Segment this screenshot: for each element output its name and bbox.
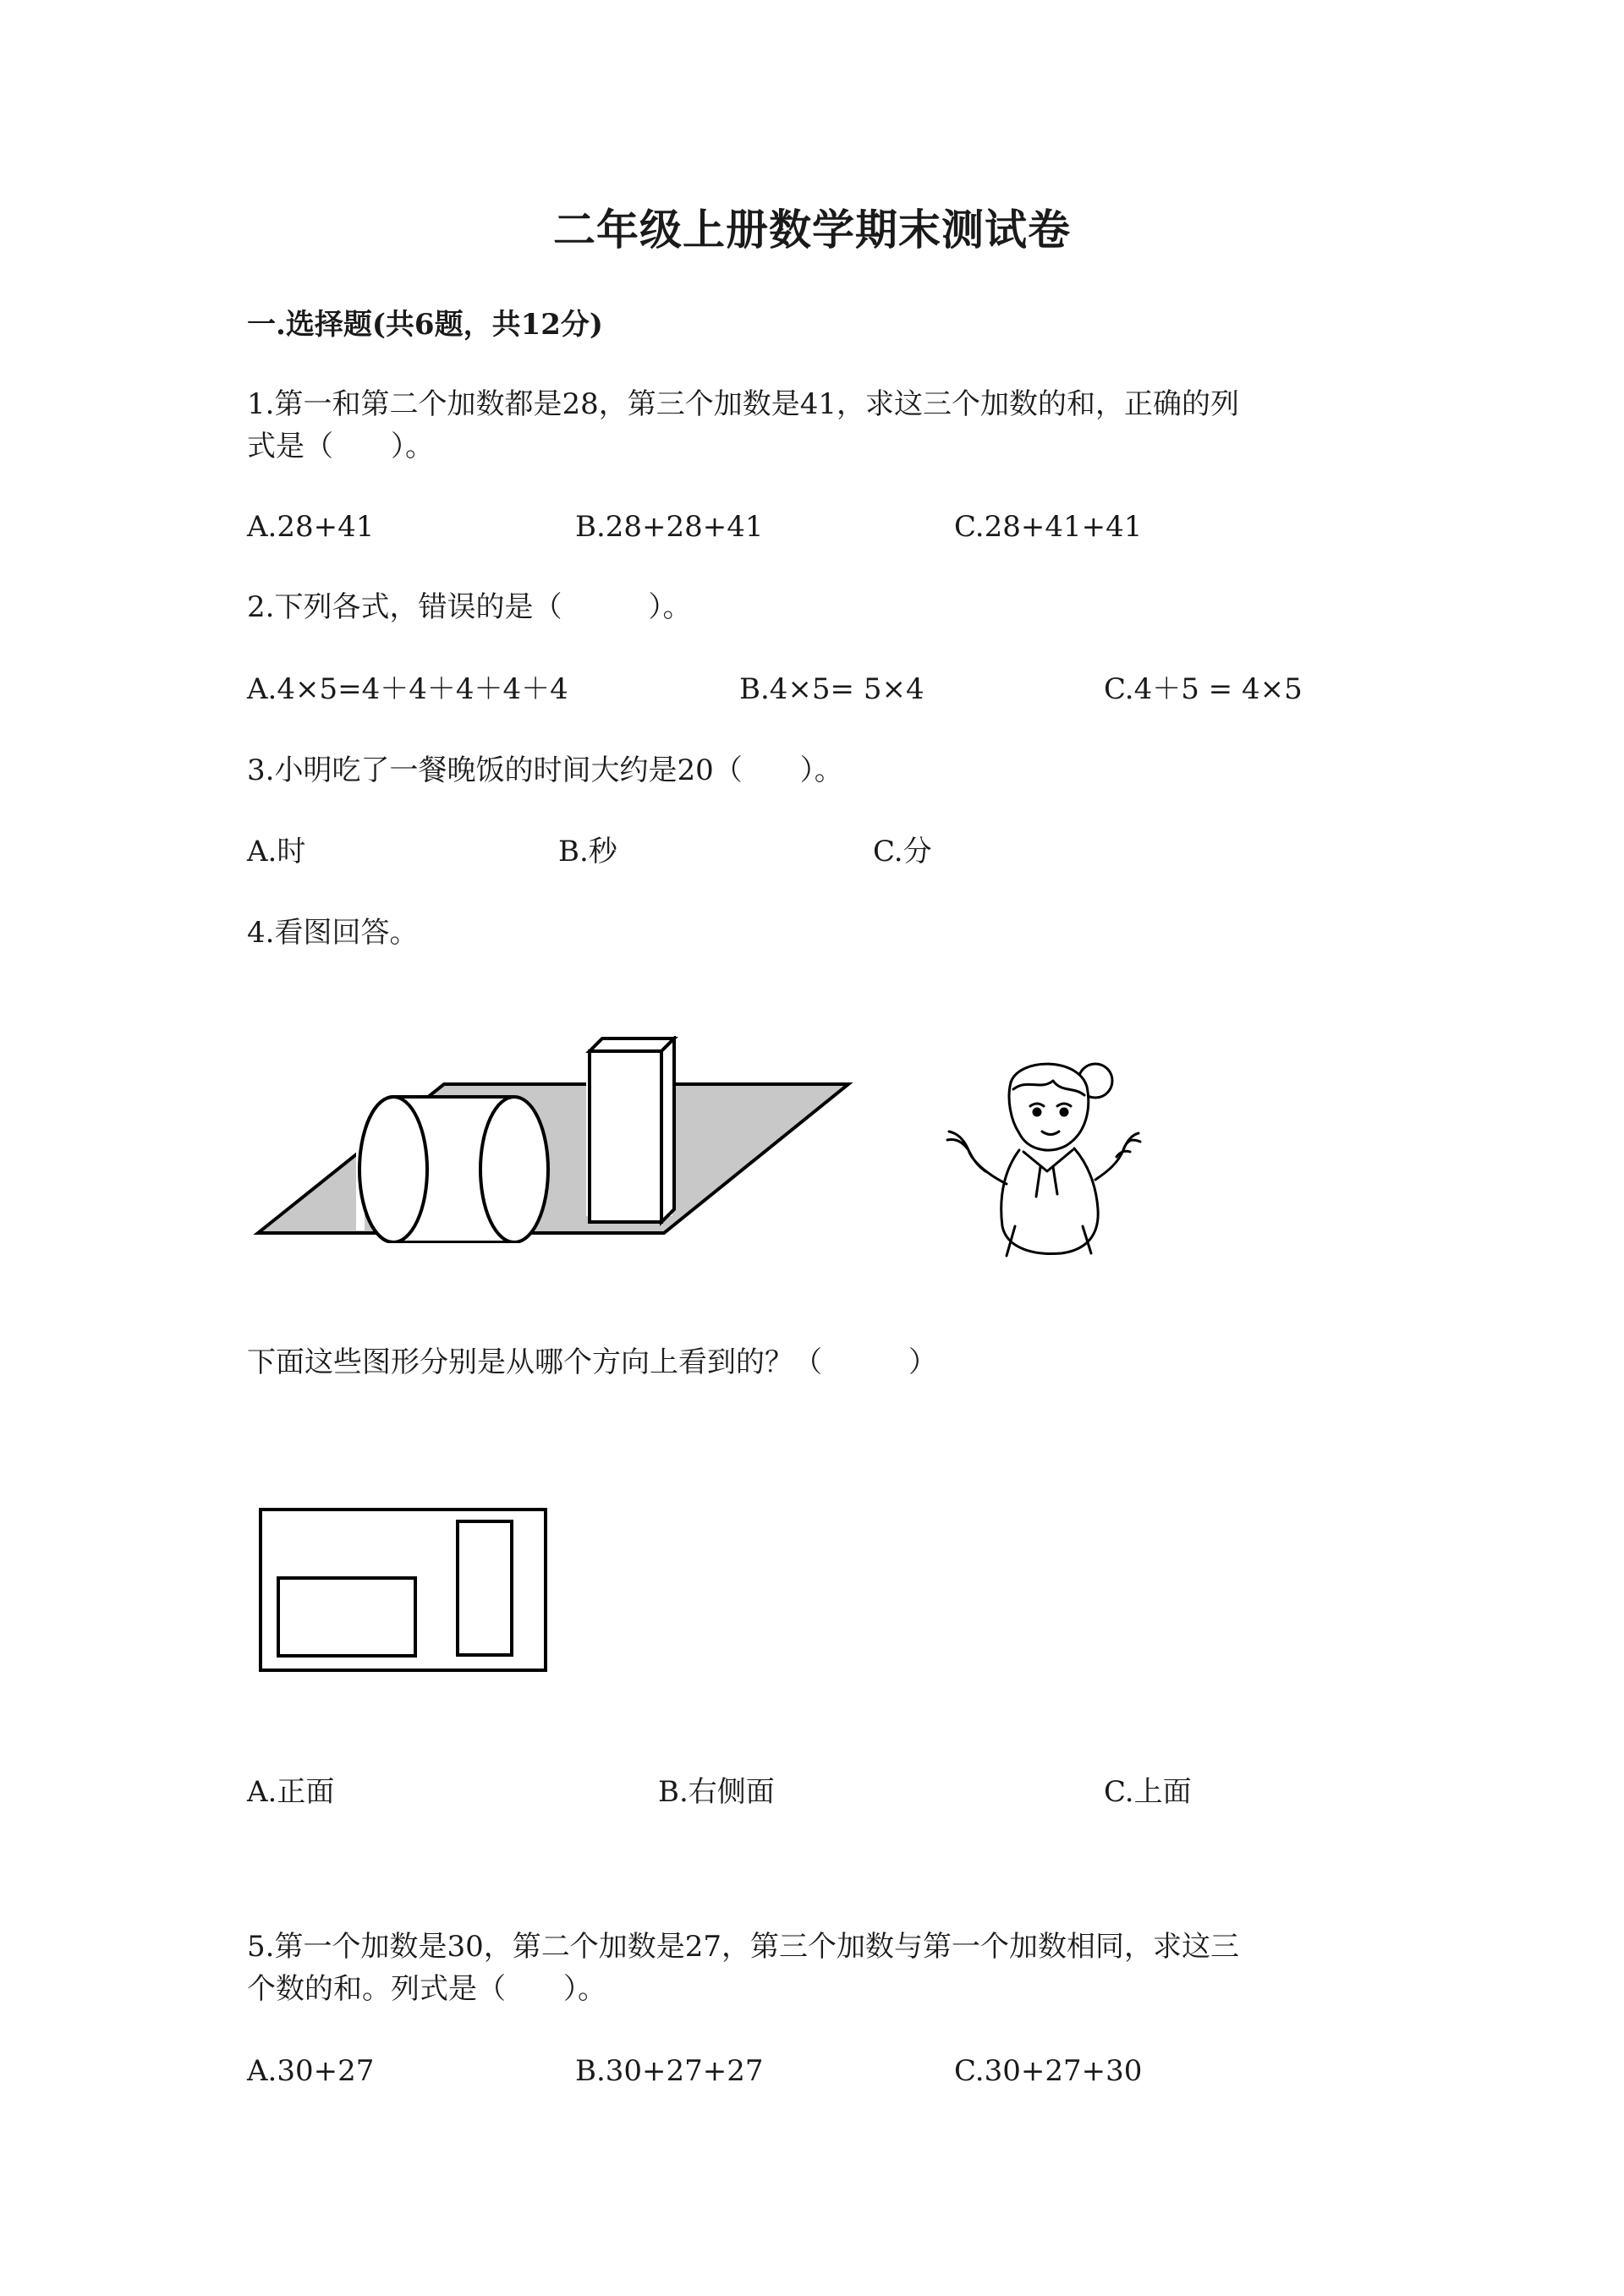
question-4-option-c: C.上面 (1104, 1775, 1192, 1809)
question-1-line-1: 1.第一和第二个加数都是28，第三个加数是41，求这三个加数的和，正确的列 (247, 387, 1239, 421)
question-4-line-1: 4.看图回答。 (247, 916, 419, 950)
girl-observer-illustration (939, 1057, 1150, 1260)
question-4-sub-question: 下面这些图形分别是从哪个方向上看到的？（ ） (247, 1345, 937, 1379)
question-2-option-a: A.4×5=4＋4＋4＋4＋4 (247, 672, 568, 706)
question-1-line-2: 式是（ ）。 (247, 430, 434, 463)
question-5-option-b: B.30+27+27 (575, 2054, 764, 2088)
question-3-option-b: B.秒 (558, 835, 617, 869)
question-4-option-a: A.正面 (247, 1775, 335, 1809)
question-5-option-c: C.30+27+30 (954, 2054, 1143, 2088)
question-4-option-b: B.右侧面 (658, 1775, 775, 1809)
question-3-line-1: 3.小明吃了一餐晚饭的时间大约是20（ ）。 (247, 753, 843, 787)
page-title: 二年级上册数学期末测试卷 (553, 205, 1071, 255)
question-5-line-2: 个数的和。列式是（ ）。 (247, 1972, 606, 2006)
question-1-option-b: B.28+28+41 (575, 510, 764, 544)
question-2-option-b: B.4×5= 5×4 (739, 672, 924, 706)
top-view-figure (258, 1507, 551, 1676)
question-1-option-a: A.28+41 (247, 510, 375, 544)
question-5-line-1: 5.第一个加数是30，第二个加数是27，第三个加数与第一个加数相同，求这三 (247, 1930, 1239, 1964)
question-3-option-c: C.分 (873, 835, 932, 869)
question-2-line-1: 2.下列各式，错误的是（ ）。 (247, 590, 692, 624)
question-2-option-c: C.4＋5 = 4×5 (1104, 672, 1303, 706)
question-5-option-a: A.30+27 (247, 2054, 375, 2088)
question-1-option-c: C.28+41+41 (954, 510, 1143, 544)
solid-figures-illustration (250, 1036, 859, 1243)
question-3-option-a: A.时 (247, 835, 306, 869)
section-heading: 一.选择题(共6题，共12分) (247, 308, 603, 342)
